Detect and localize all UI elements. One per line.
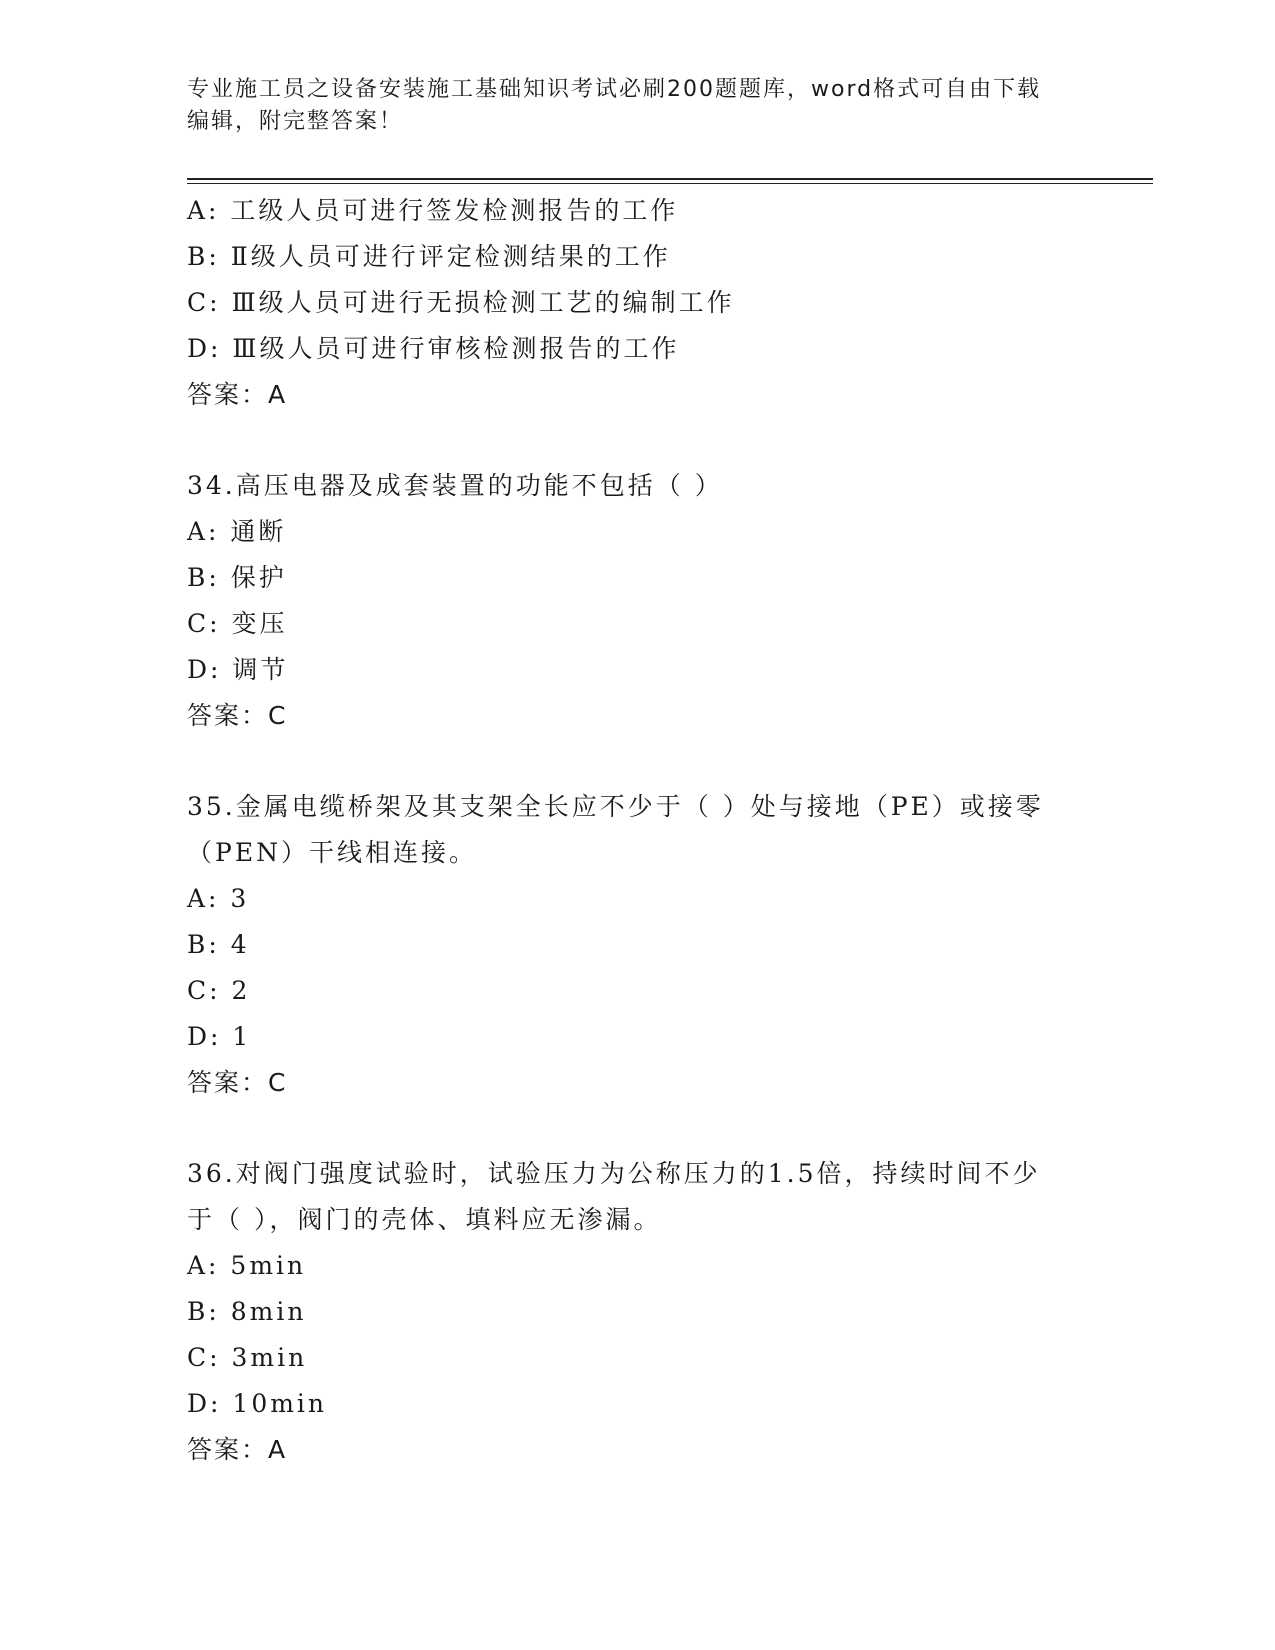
option-b: B: 保护 bbox=[187, 563, 287, 592]
option-a: A: 工级人员可进行签发检测报告的工作 bbox=[187, 196, 679, 225]
option-d: D: Ⅲ级人员可进行审核检测报告的工作 bbox=[187, 334, 680, 363]
option-a: A: 5min bbox=[187, 1251, 307, 1280]
question-text-line-1: 36.对阀门强度试验时，试验压力为公称压力的1.5倍，持续时间不少 bbox=[187, 1159, 1041, 1188]
question-text-line-2: （PEN）干线相连接。 bbox=[187, 838, 477, 867]
header-line-2: 编辑，附完整答案！ bbox=[187, 109, 404, 134]
answer: 答案：A bbox=[187, 380, 288, 409]
question-35 bbox=[187, 784, 1087, 1106]
option-c: C: 2 bbox=[187, 976, 251, 1005]
answer: 答案：A bbox=[187, 1435, 288, 1464]
header-line-1: 专业施工员之设备安装施工基础知识考试必刷200题题库，word格式可自由下载 bbox=[187, 77, 1042, 102]
option-d: D: 10min bbox=[187, 1389, 328, 1418]
question-text-line-2: 于（ ），阀门的壳体、填料应无渗漏。 bbox=[187, 1205, 662, 1234]
header-divider-thin bbox=[187, 183, 1153, 184]
option-a: A: 通断 bbox=[187, 517, 287, 546]
question-33 bbox=[187, 188, 1087, 418]
option-b: B: 4 bbox=[187, 930, 250, 959]
question-36 bbox=[187, 1151, 1087, 1473]
document-header bbox=[187, 74, 1067, 138]
option-d: D: 调节 bbox=[187, 655, 289, 684]
question-list bbox=[187, 188, 1087, 1473]
spacer bbox=[187, 1106, 1087, 1151]
spacer bbox=[187, 739, 1087, 784]
question-text-line-1: 35.金属电缆桥架及其支架全长应不少于（ ）处与接地（PE）或接零 bbox=[187, 792, 1044, 821]
answer: 答案：C bbox=[187, 701, 288, 730]
option-b: B: Ⅱ级人员可进行评定检测结果的工作 bbox=[187, 242, 671, 271]
header-divider-thick bbox=[187, 178, 1153, 180]
answer: 答案：C bbox=[187, 1068, 288, 1097]
option-a: A: 3 bbox=[187, 884, 250, 913]
option-d: D: 1 bbox=[187, 1022, 252, 1051]
question-text: 34.高压电器及成套装置的功能不包括（ ） bbox=[187, 471, 723, 500]
spacer bbox=[187, 418, 1087, 463]
question-34 bbox=[187, 463, 1087, 739]
option-c: C: 3min bbox=[187, 1343, 308, 1372]
option-b: B: 8min bbox=[187, 1297, 307, 1326]
option-c: C: 变压 bbox=[187, 609, 288, 638]
option-c: C: Ⅲ级人员可进行无损检测工艺的编制工作 bbox=[187, 288, 735, 317]
